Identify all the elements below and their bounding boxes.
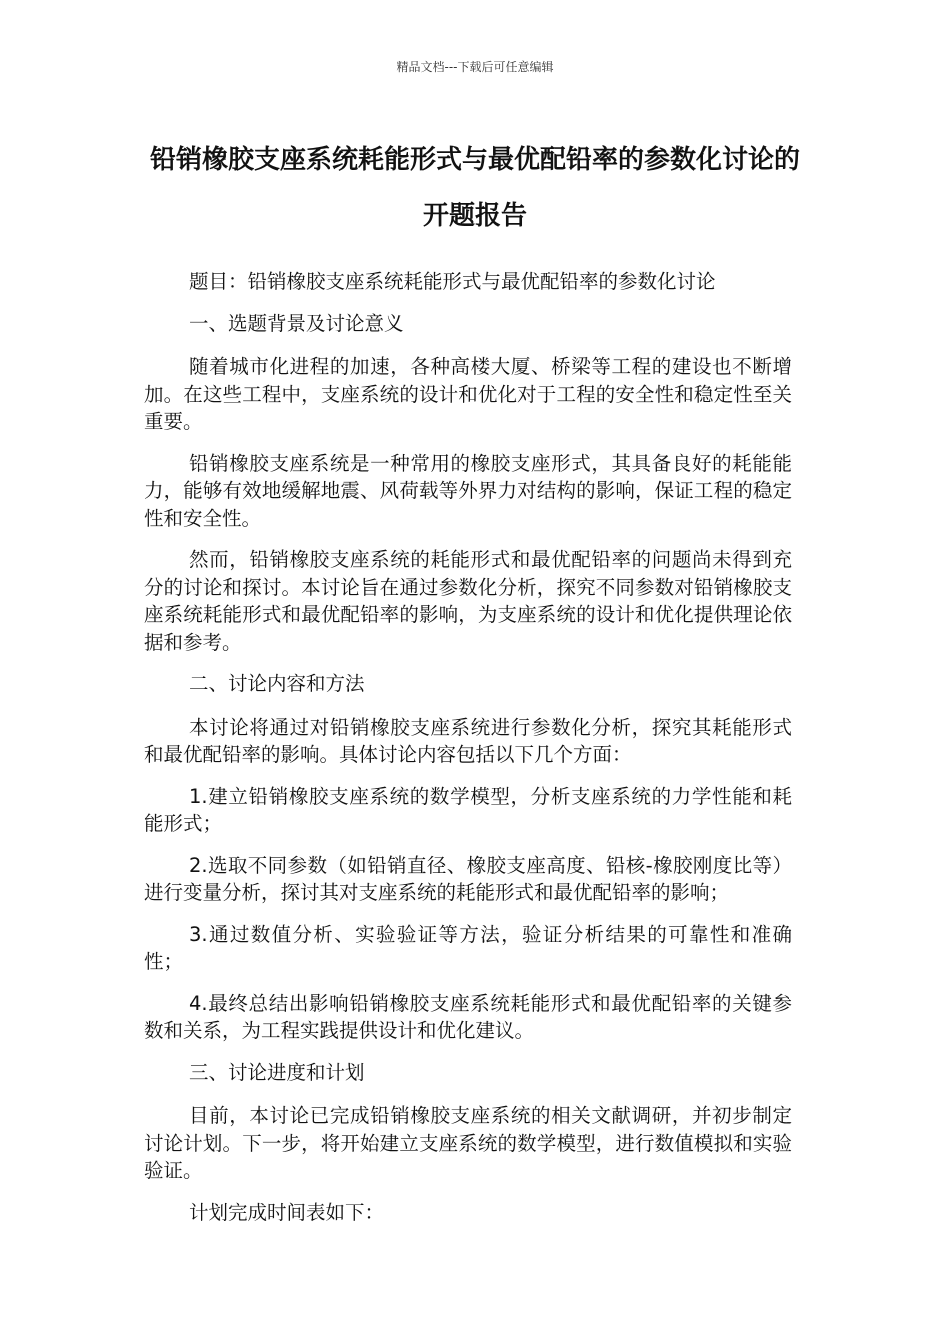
list-item: 4.最终总结出影响铅销橡胶支座系统耗能形式和最优配铅率的关键参数和关系，为工程实践提供设计和优化建议。 — [144, 991, 792, 1042]
body-paragraph: 随着城市化进程的加速，各种高楼大厦、桥梁等工程的建设也不断增加。在这些工程中，支座系统的设计和优化对于工程的安全性和稳定性至关重要。 — [144, 355, 792, 433]
body-paragraph: 本讨论将通过对铅销橡胶支座系统进行参数化分析，探究其耗能形式和最优配铅率的影响。具体讨论内容包括以下几个方面： — [144, 715, 792, 766]
header-note: 精品文档---下载后可任意编辑 — [396, 60, 554, 74]
topic-line: 题目：铅销橡胶支座系统耗能形式与最优配铅率的参数化讨论 — [189, 270, 716, 293]
body-paragraph: 目前，本讨论已完成铅销橡胶支座系统的相关文献调研，并初步制定讨论计划。下一步，将开始建立支座系统的数学模型，进行数值模拟和实验验证。 — [144, 1104, 792, 1182]
section-heading-progress-plan: 三、讨论进度和计划 — [189, 1060, 365, 1084]
body-paragraph: 然而，铅销橡胶支座系统的耗能形式和最优配铅率的问题尚未得到充分的讨论和探讨。本讨论旨在通过参数化分析，探究不同参数对铅销橡胶支座系统耗能形式和最优配铅率的影响，为支座系统的设计和优化提供理论依据和参考。 — [144, 548, 792, 654]
list-item: 1.建立铅销橡胶支座系统的数学模型，分析支座系统的力学性能和耗能形式； — [144, 784, 792, 835]
document-title: 铅销橡胶支座系统耗能形式与最优配铅率的参数化讨论的开题报告 — [149, 145, 800, 231]
section-heading-content-method: 二、讨论内容和方法 — [189, 672, 365, 695]
body-paragraph: 铅销橡胶支座系统是一种常用的橡胶支座形式，其具备良好的耗能能力，能够有效地缓解地震、风荷载等外界力对结构的影响，保证工程的稳定性和安全性。 — [144, 451, 792, 530]
body-paragraph: 计划完成时间表如下： — [189, 1200, 385, 1224]
list-item: 3.通过数值分析、实验验证等方法，验证分析结果的可靠性和准确性； — [144, 922, 792, 973]
list-item: 2.选取不同参数（如铅销直径、橡胶支座高度、铅核-橡胶刚度比等）进行变量分析，探讨其对支座系统的耗能形式和最优配铅率的影响； — [144, 853, 792, 904]
document-body — [144, 268, 792, 1240]
section-heading-background: 一、选题背景及讨论意义 — [189, 311, 404, 335]
